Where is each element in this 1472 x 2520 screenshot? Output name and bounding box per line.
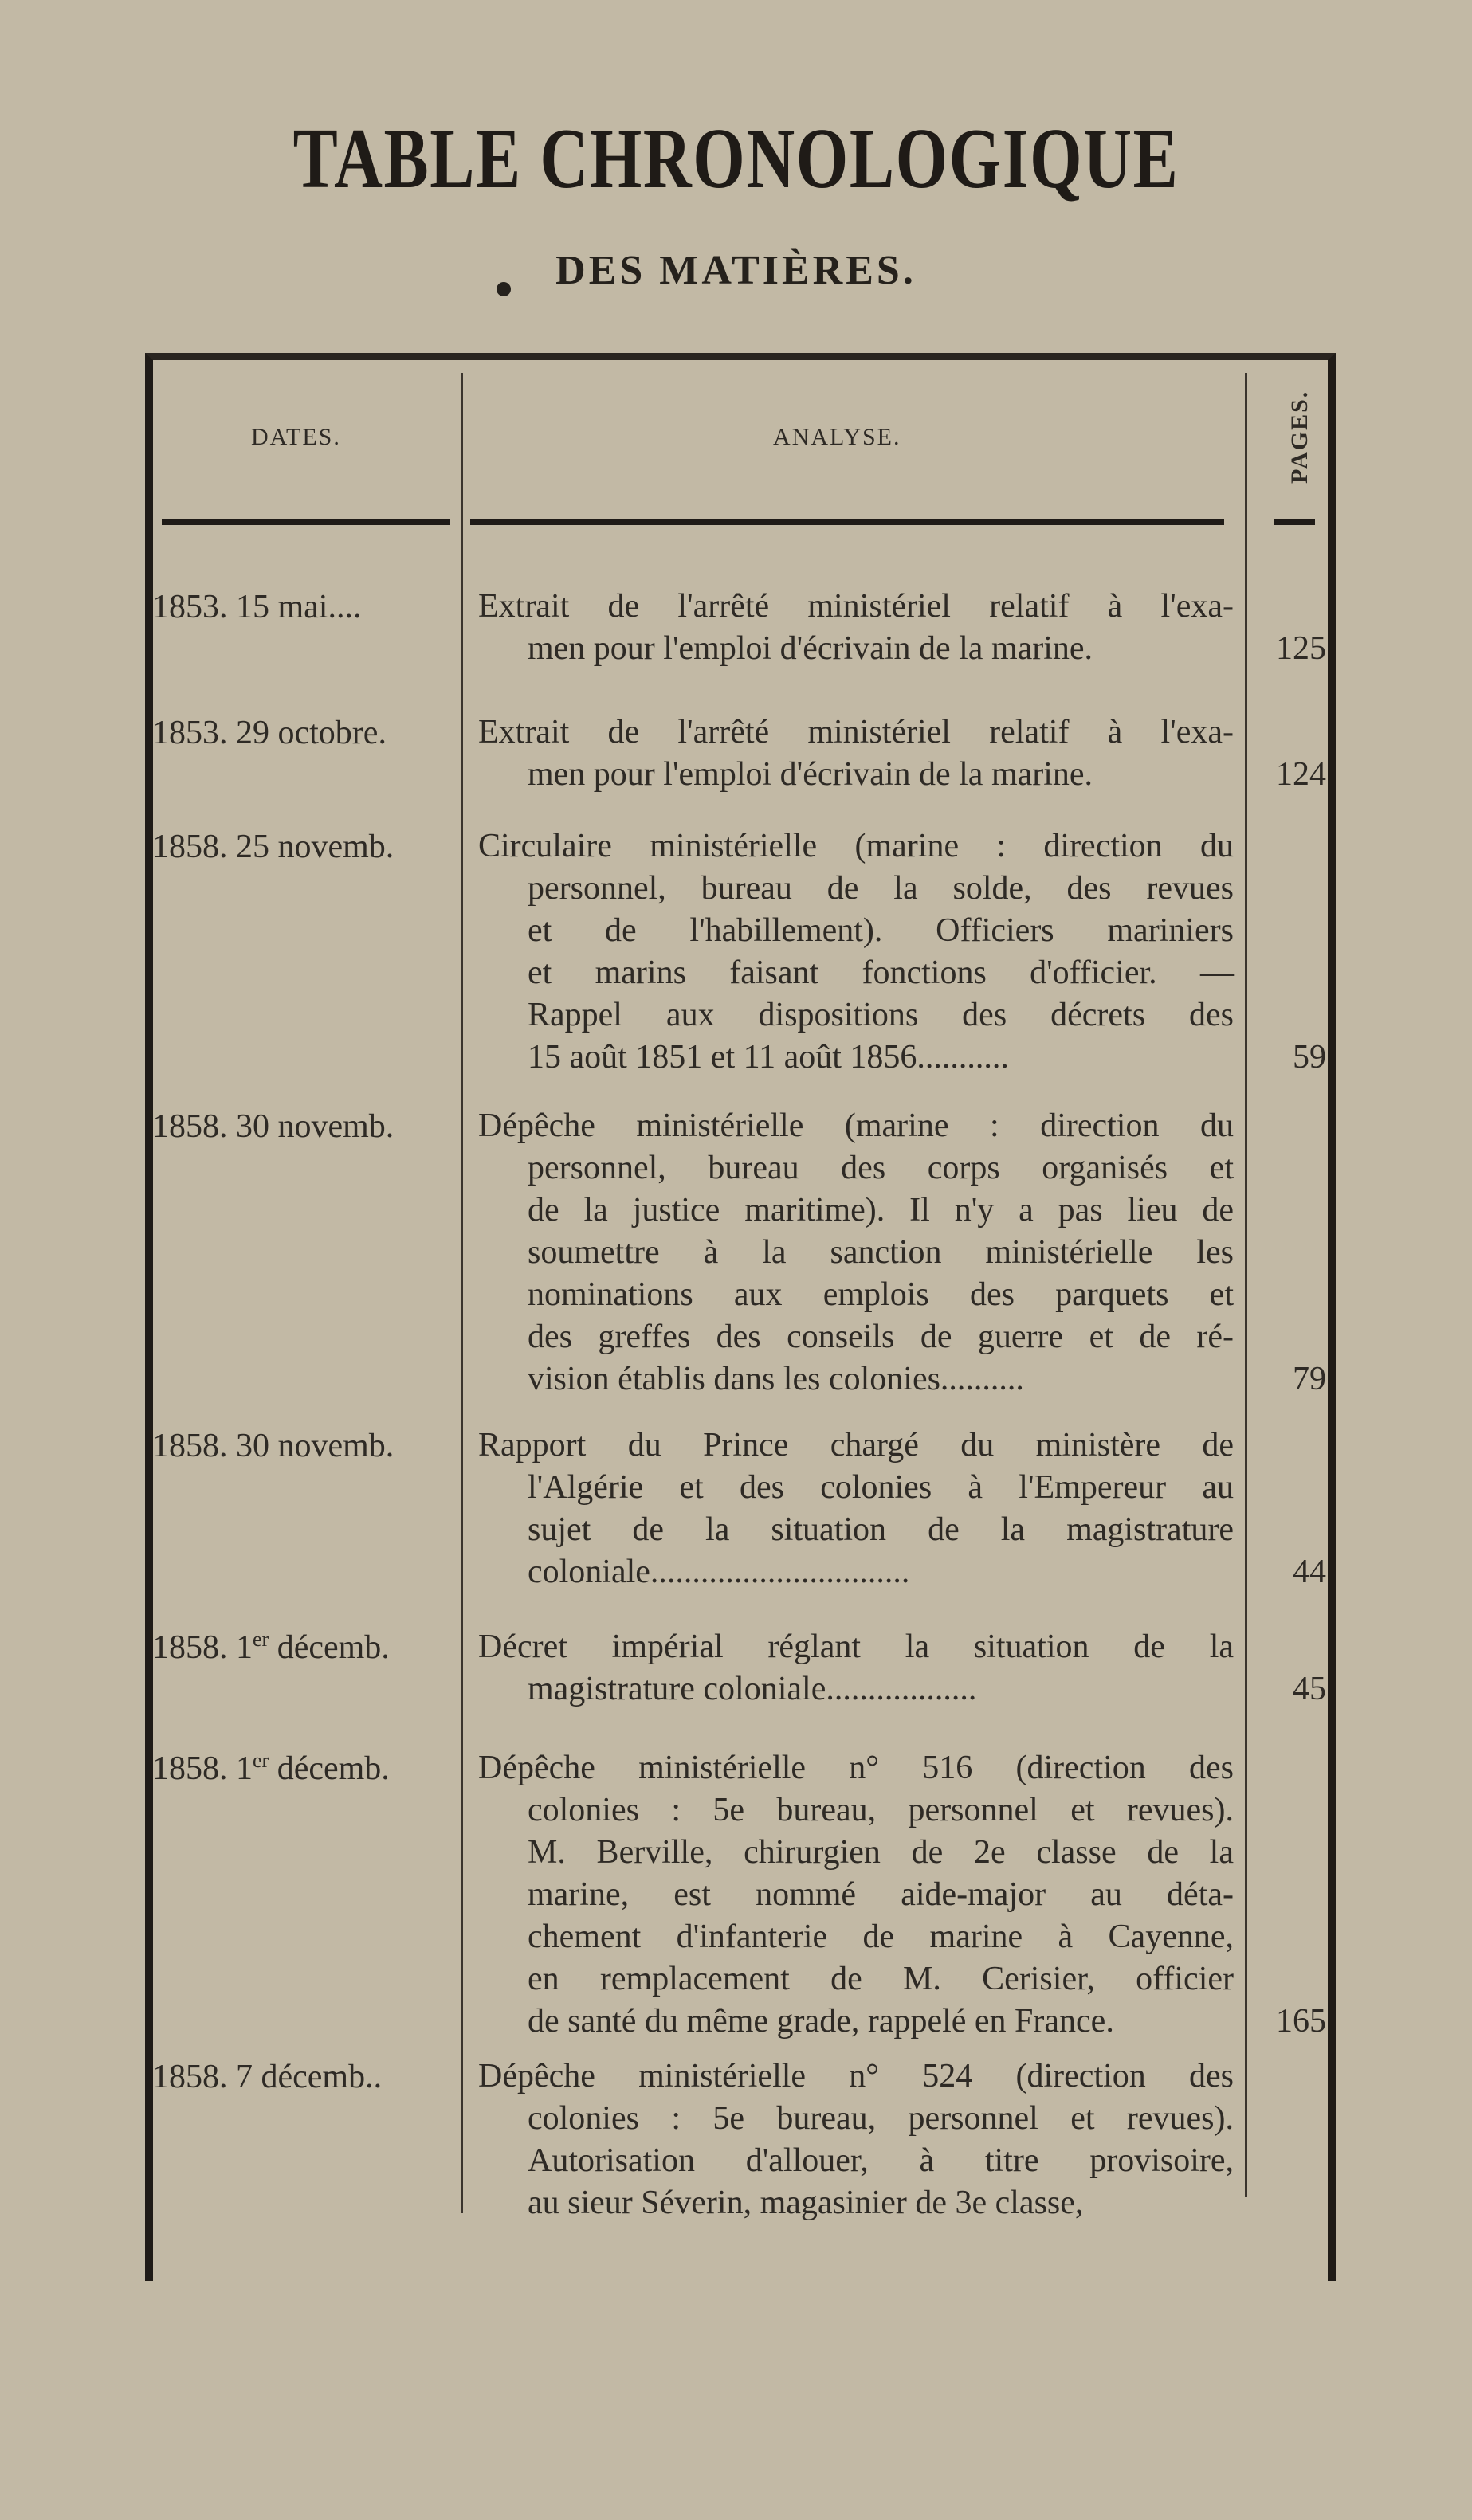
analysis-line: personnel, bureau de la solde, des revues [528, 870, 1234, 907]
analysis-line: men pour l'emploi d'écrivain de la marine. [528, 756, 1093, 793]
entry-analysis [478, 586, 1234, 670]
analysis-line: men pour l'emploi d'écrivain de la marine. [528, 630, 1093, 667]
analysis-line: chement d'infanterie de marine à Cayenne, [528, 1918, 1234, 1955]
column-divider-pages [1245, 373, 1247, 2197]
header-rule-dates [162, 519, 450, 525]
analysis-line: marine, est nommé aide-major au déta- [528, 1876, 1234, 1913]
analysis-line: 15 août 1851 et 11 août 1856........... [528, 1039, 1009, 1076]
analysis-line: et marins faisant fonctions d'officier. — [528, 954, 1234, 991]
entry-analysis [478, 2056, 1234, 2224]
entry-analysis [478, 825, 1234, 1079]
analysis-line: en remplacement de M. Cerisier, officier [528, 1961, 1234, 1997]
entry-date: 1858. 30 novemb. [152, 1108, 394, 1145]
analysis-line: coloniale............................... [528, 1554, 910, 1590]
entry-analysis [478, 1105, 1234, 1401]
header-dates: DATES. [251, 424, 341, 450]
header-pages: PAGES. [1286, 390, 1313, 484]
analysis-line: Décret impérial réglant la situation de la [478, 1628, 1234, 1665]
analysis-line: Extrait de l'arrêté ministériel relatif à l'exa- [478, 588, 1234, 625]
analysis-line: colonies : 5e bureau, personnel et revues). [528, 2100, 1234, 2137]
entry-page-number: 124 [1276, 756, 1326, 793]
entry-date: 1858. 7 décemb.. [152, 2059, 383, 2095]
entry-date: 1858. 25 novemb. [152, 829, 394, 865]
entry-date: 1853. 15 mai.... [152, 589, 362, 625]
analysis-line: vision établis dans les colonies.......... [528, 1361, 1024, 1397]
analysis-line: Extrait de l'arrêté ministériel relatif à l'exa- [478, 714, 1234, 751]
entry-date-year: 1858. 1 [152, 1629, 253, 1666]
analysis-line: Dépêche ministérielle n° 516 (direction des [478, 1750, 1234, 1786]
analysis-line: et de l'habillement). Officiers mariniers [528, 912, 1234, 949]
header-rule-pages [1274, 519, 1315, 525]
analysis-line: Rappel aux dispositions des décrets des [528, 997, 1234, 1033]
entry-date-ordinal: er [253, 1628, 269, 1651]
analysis-line: l'Algérie et des colonies à l'Empereur au [528, 1469, 1234, 1506]
entry-analysis [478, 1425, 1234, 1593]
entry-date [152, 1747, 467, 1791]
analysis-line: soumettre à la sanction ministérielle les [528, 1234, 1234, 1271]
entry-analysis [478, 1747, 1234, 2043]
entry-analysis [478, 1626, 1234, 1711]
entry-page-number: 165 [1276, 2003, 1326, 2040]
entry-page-number: 79 [1293, 1361, 1326, 1397]
analysis-line: M. Berville, chirurgien de 2e classe de la [528, 1834, 1234, 1871]
entry-date: 1858. 30 novemb. [152, 1428, 394, 1464]
entry-page-number: 59 [1293, 1039, 1326, 1076]
entry-date-month: décemb. [269, 1629, 390, 1666]
header-analyse: ANALYSE. [773, 424, 901, 450]
analysis-line: au sieur Séverin, magasinier de 3e classe, [528, 2185, 1084, 2221]
entry-date-year: 1858. 1 [152, 1750, 253, 1787]
analysis-line: colonies : 5e bureau, personnel et revues). [528, 1792, 1234, 1828]
entry-analysis [478, 711, 1234, 796]
entry-page-number: 45 [1293, 1671, 1326, 1707]
analysis-line: Rapport du Prince chargé du ministère de [478, 1427, 1234, 1464]
entry-date [152, 1626, 467, 1670]
analysis-line: personnel, bureau des corps organisés et [528, 1150, 1234, 1186]
analysis-line: Circulaire ministérielle (marine : direction du [478, 828, 1234, 864]
analysis-line: de santé du même grade, rappelé en France. [528, 2003, 1114, 2040]
analysis-line: Dépêche ministérielle n° 524 (direction des [478, 2058, 1234, 2095]
entry-date-month: décemb. [269, 1750, 390, 1787]
entry-date-ordinal: er [253, 1749, 269, 1772]
analysis-line: des greffes des conseils de guerre et de ré- [528, 1319, 1234, 1355]
analysis-line: nominations aux emplois des parquets et [528, 1276, 1234, 1313]
analysis-line: Autorisation d'allouer, à titre provisoire, [528, 2142, 1234, 2179]
page-subtitle: DES MATIÈRES. [555, 248, 917, 293]
analysis-line: Dépêche ministérielle (marine : direction du [478, 1107, 1234, 1144]
analysis-line: magistrature coloniale.................. [528, 1671, 977, 1707]
analysis-line: sujet de la situation de la magistrature [528, 1511, 1234, 1548]
entry-date: 1853. 29 octobre. [152, 715, 387, 751]
analysis-line: de la justice maritime). Il n'y a pas lieu de [528, 1192, 1234, 1229]
entry-page-number: 125 [1276, 630, 1326, 667]
page-title: TABLE CHRONOLOGIQUE [292, 112, 1180, 206]
column-divider-dates [461, 373, 463, 2213]
entry-page-number: 44 [1293, 1554, 1326, 1590]
header-rule-analyse [470, 519, 1224, 525]
